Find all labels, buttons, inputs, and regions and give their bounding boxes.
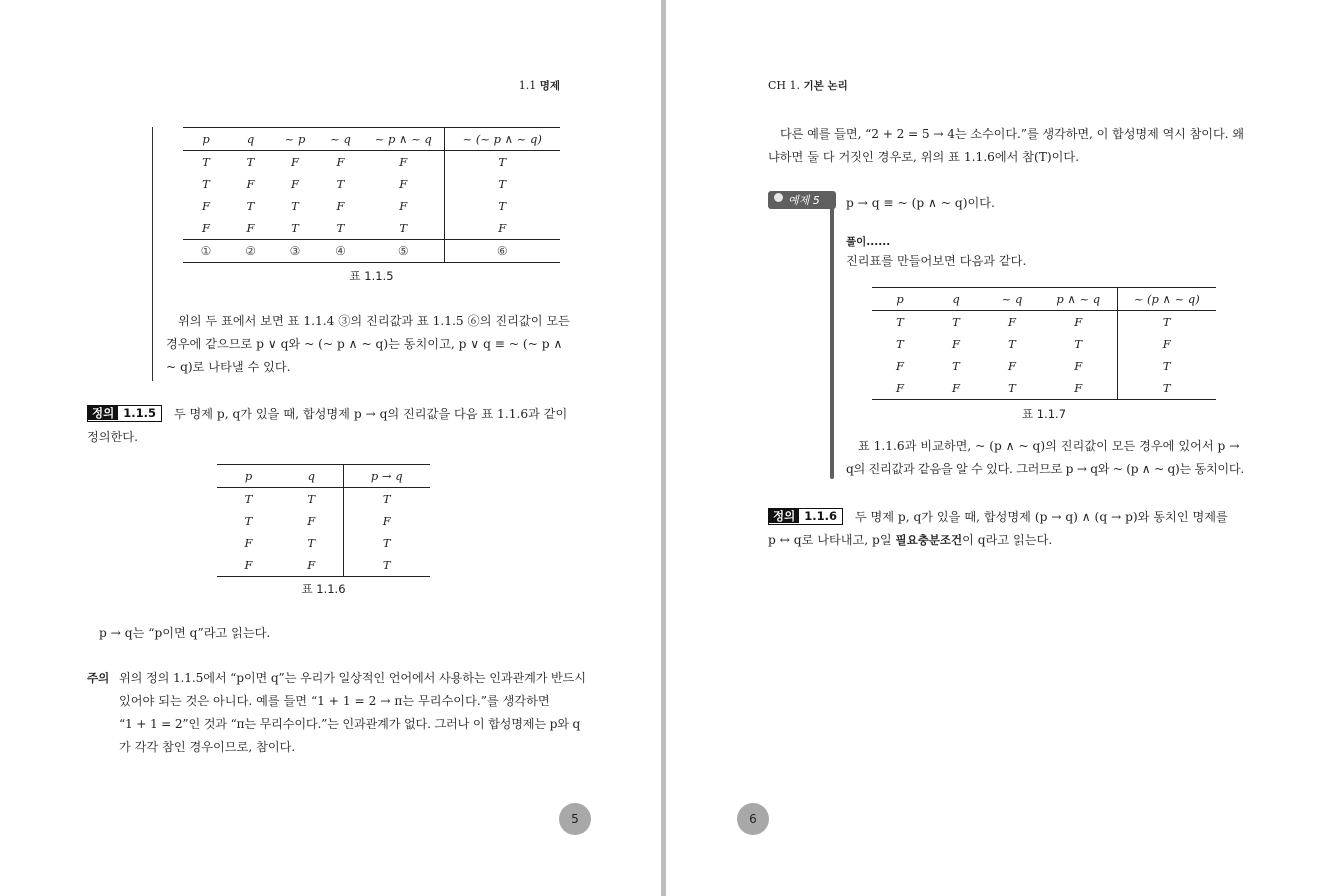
table-header: q [229,128,272,151]
table-cell: F [217,554,280,577]
text-line: 경우에 같으므로 p ∨ q와 ~ (~ p ∧ ~ q)는 동치이고, p ∨ q ≡ ~ (~ p ∧ [166,337,563,351]
block-rule [152,127,153,381]
table-row [872,377,1216,400]
table-cell: F [399,177,408,191]
table-row [183,151,560,174]
table-cell: T [444,195,560,217]
text-line: 다른 예를 들면, “2 + 2 = 5 → 4는 소수이다.”를 생각하면, 이 합성명제 역시 참이다. 왜 [780,127,1244,141]
table-row [183,195,560,217]
table-header: q [280,465,343,488]
table-cell: T [444,151,560,174]
table-cell: F [1117,333,1216,355]
table-row [872,333,1216,355]
table-row [217,488,430,511]
table-cell: F [1074,359,1083,373]
table-header: ~ p ∧ ~ q [363,128,444,151]
table-cell: F [444,217,560,240]
circle-icon [774,193,783,202]
definition-1-1-5 [87,403,568,449]
truth-table-1-1-7 [872,287,1216,400]
text-line: 표 1.1.6과 비교하면, ~ (p ∧ ~ q)의 진리값이 모든 경우에 있어서 p → [858,439,1240,453]
running-header [510,78,560,93]
definition-badge [768,508,843,525]
table-header: p [183,128,229,151]
table-cell: F [280,554,343,577]
table-header: p [217,465,280,488]
reading-line: p → q는 “p이면 q”라고 읽는다. [99,626,271,640]
solution-text: 진리표를 만들어보면 다음과 같다. [846,254,1027,268]
table-cell: ② [229,240,272,263]
table-cell: T [1008,337,1016,351]
table-cell: T [291,221,299,235]
table-caption: 표 1.1.5 [349,269,394,283]
table-row-circled-numbers [183,240,560,263]
table-cell: F [343,510,430,532]
table-cell: F [399,155,408,169]
note-block [87,667,586,759]
definition-1-1-6 [768,506,1242,552]
table-header: ~ (p ∧ ~ q) [1117,288,1216,311]
table-cell: T [952,315,960,329]
left-page [0,0,661,896]
table-cell: ④ [318,240,363,263]
definition-badge-number: 1.1.6 [804,509,837,523]
table-row [217,510,430,532]
table-cell: F [1074,315,1083,329]
table-cell: F [336,155,345,169]
right-page [666,0,1331,896]
table-cell: F [928,377,984,400]
text-line: 가 각각 참인 경우이므로, 참이다. [119,740,296,754]
table-cell: T [202,155,210,169]
definition-badge-label: 정의 [769,509,799,523]
text-line: 정의한다. [87,430,138,444]
page-number: 5 [559,803,591,835]
table-cell: T [307,536,316,550]
table-cell: T [952,359,960,373]
paragraph-equivalence [166,310,570,379]
table-header: ~ q [318,128,363,151]
table-cell: T [343,554,430,577]
table-cell: ③ [272,240,318,263]
solution-label: 풀이...... [846,236,891,248]
emphasis-term: 필요충분조건 [895,533,963,547]
table-cell: T [244,492,253,506]
text-line: ~ q)로 나타낼 수 있다. [166,360,291,374]
table-cell: T [1117,355,1216,377]
table-cell: F [246,177,255,191]
table-cell: F [1008,315,1016,329]
table-cell: F [336,199,345,213]
page-number: 6 [737,803,769,835]
table-cell: ⑥ [444,240,560,263]
table-cell: T [244,514,253,528]
table-cell: T [307,492,316,506]
table-cell: T [246,155,255,169]
table-cell: F [244,536,253,550]
table-header: ~ (~ p ∧ ~ q) [444,128,560,151]
table-caption: 표 1.1.6 [301,582,346,596]
table-header: q [928,288,984,311]
text-line: q의 진리값과 같음을 알 수 있다. 그러므로 p → q와 ~ (p ∧ ~ q)는 동치이다. [846,462,1244,476]
table-cell: T [896,315,904,329]
truth-table-1-1-6 [217,464,430,577]
text-fragment: p ↔ q로 나타내고, p일 [768,533,896,547]
table-cell: T [202,177,210,191]
example-statement: p → q ≡ ~ (p ∧ ~ q)이다. [846,196,995,210]
table-cell: T [1117,311,1216,334]
compare-paragraph [846,435,1242,481]
intro-paragraph [768,123,1242,169]
table-cell: ① [183,240,229,263]
table-cell: T [984,377,1040,400]
table-cell: F [952,337,960,351]
table-cell: T [896,337,904,351]
table-cell: F [291,177,299,191]
header-chapter: CH 1. [768,79,801,92]
table-cell: F [246,221,255,235]
text-line: 위의 정의 1.1.5에서 “p이면 q”는 우리가 일상적인 언어에서 사용하는 인과관계가 반드시 [119,671,586,685]
table-cell: F [399,199,408,213]
table-cell: F [1040,377,1117,400]
example-badge-label: 예제 5 [788,194,820,207]
text-line: “1 + 1 = 2”인 것과 “π는 무리수이다.”는 인과관계가 없다. 그러나 이 합성명제는 p와 q [119,717,581,731]
text-line: 위의 두 표에서 보면 표 1.1.4 ③의 진리값과 표 1.1.5 ⑥의 진리값이 모든 [178,314,570,328]
table-cell: T [343,488,430,511]
table-cell: F [291,155,299,169]
table-cell: F [202,221,210,235]
table-cell: F [202,199,210,213]
text-line: 두 명제 p, q가 있을 때, 합성명제 p → q의 진리값을 다음 표 1.1.6과 같이 [173,407,568,421]
table-row [872,311,1216,334]
running-header [768,78,848,93]
header-chapter-name: 기본 논리 [803,80,848,92]
table-cell: T [399,221,408,235]
text-line: 있어야 되는 것은 아니다. 예를 들면 “1 + 1 = 2 → π는 무리수이다.”를 생각하면 [119,694,550,708]
header-section-num: 1.1 [518,79,537,92]
definition-badge [87,405,162,422]
table-cell: ⑤ [363,240,444,263]
table-header: p [872,288,928,311]
text-fragment: 이 q라고 읽는다. [962,533,1053,547]
table-caption: 표 1.1.7 [1021,407,1067,421]
table-cell: T [291,199,299,213]
table-cell: T [444,173,560,195]
table-cell: T [246,199,255,213]
table-row [183,217,560,240]
text-line [768,529,1242,552]
table-cell: T [1117,377,1216,400]
table-row [217,554,430,577]
table-cell: F [307,514,316,528]
example-badge [768,191,836,209]
text-line: 두 명제 p, q가 있을 때, 합성명제 (p → q) ∧ (q → p)와 동치인 명제를 [854,510,1228,524]
table-cell: T [336,177,345,191]
header-section-name: 명제 [539,80,560,92]
definition-badge-label: 정의 [88,406,118,420]
table-cell: T [336,221,345,235]
table-row [183,173,560,195]
note-label: 주의 [87,671,110,685]
table-cell: F [1008,359,1016,373]
table-header: ~ p [272,128,318,151]
table-header: ~ q [984,288,1040,311]
table-cell: F [872,377,928,400]
truth-table-1-1-5 [183,127,560,263]
text-line: 냐하면 둘 다 거짓인 경우로, 위의 표 1.1.6에서 참(T)이다. [768,150,1080,164]
table-row [217,532,430,554]
definition-badge-number: 1.1.5 [123,406,156,420]
table-header: p → q [343,465,430,488]
table-row [872,355,1216,377]
example-rule [830,199,834,479]
table-header: p ∧ ~ q [1040,288,1117,311]
table-cell: T [343,532,430,554]
table-cell: F [896,359,904,373]
table-cell: T [1074,337,1083,351]
